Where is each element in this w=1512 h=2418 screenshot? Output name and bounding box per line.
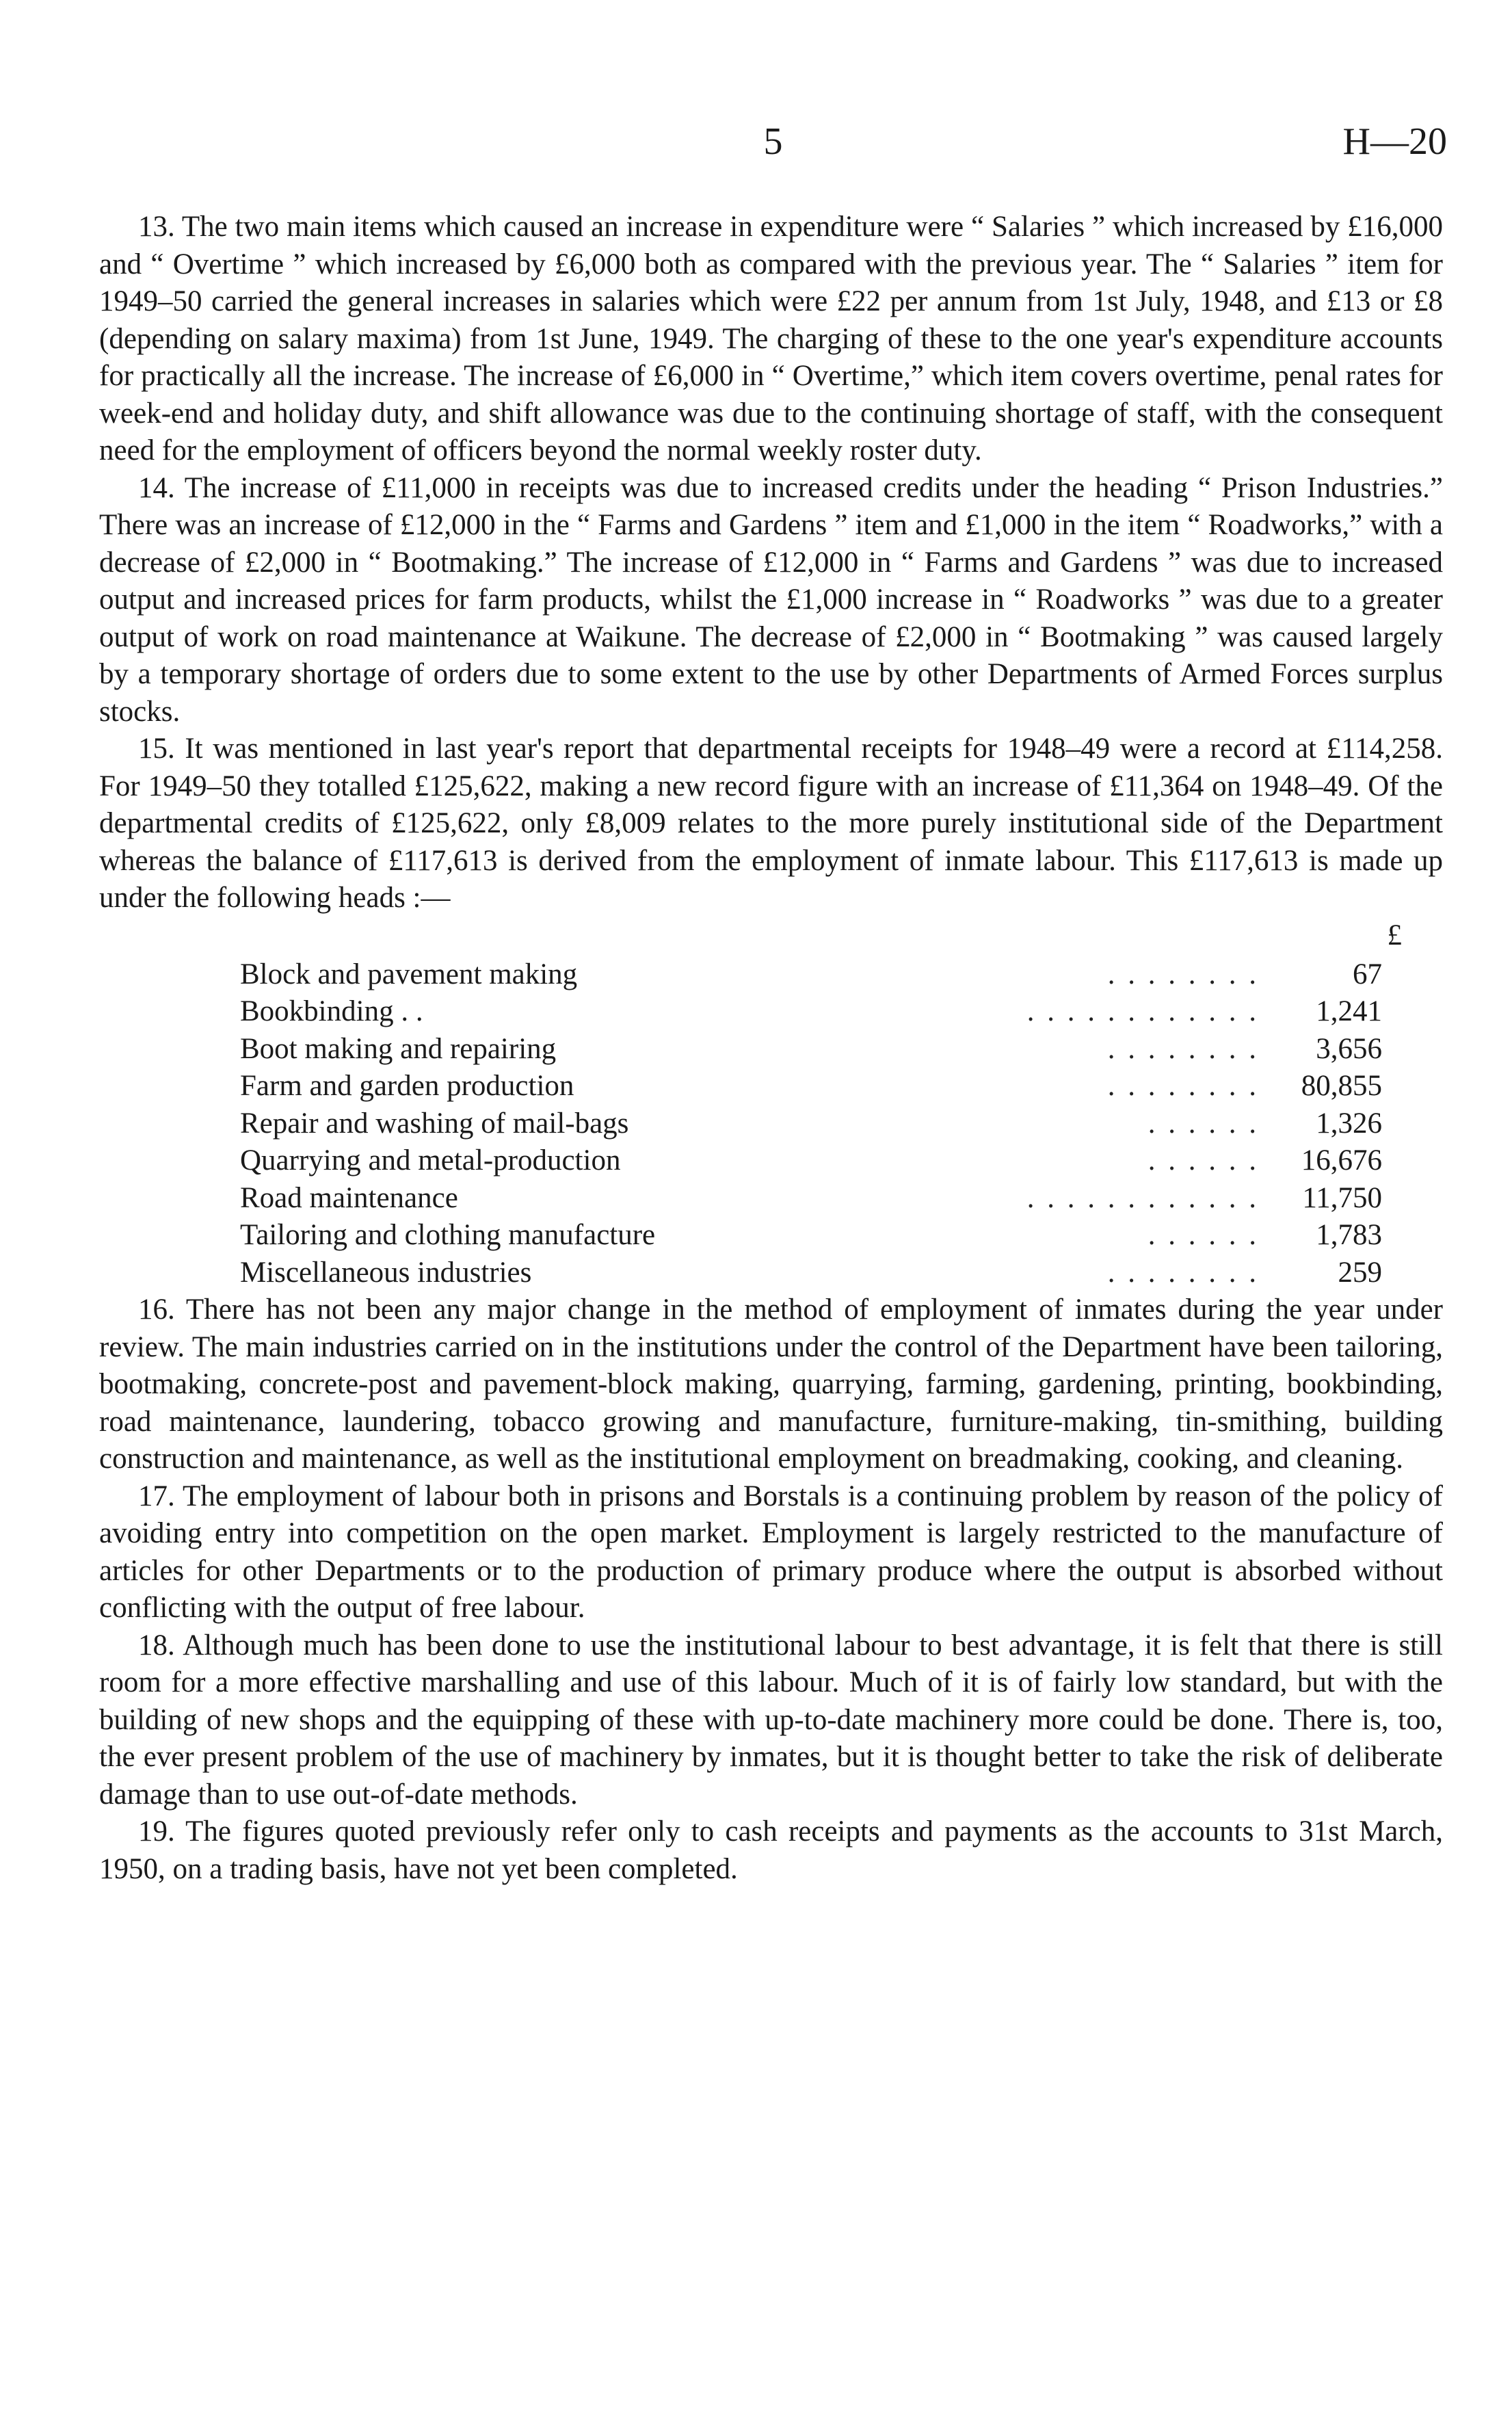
item-value: 259 bbox=[1338, 1256, 1382, 1289]
item-value: 1,241 bbox=[1316, 995, 1382, 1027]
paragraph-14: 14. The increase of £11,000 in receipts was due to increased credits under the heading “ Prison Industries.” There was an increase of £12,000 in the “ Farms and Gardens ” item and £1,000 in the item “ Roadworks,” with a decrease of £2,000 in “ Bootmaking.” The increase of £12,000 in “ Farms and Gardens ” was due to increased output and increased prices for farm products, whilst the £1,000 increase in “ Roadworks ” was due to a greater output of work on road maintenance at Waikune. The decrease of £2,000 in “ Bootmaking ” was caused largely by a temporary shortage of orders due to some extent to the use by other Departments of Armed Forces surplus stocks. bbox=[99, 471, 1443, 728]
item-label: Bookbinding . . bbox=[240, 995, 423, 1027]
paragraph-15: 15. It was mentioned in last year's report that departmental receipts for 1948–49 were a record at £114,258. For 1949–50 they totalled £125,622, making a new record figure with an increase of £11,364 on 1948–49. Of the departmental credits of £125,622, only £8,009 relates to the more purely institutional side of the Department whereas the balance of £117,613 is derived from the employment of inmate labour. This £117,613 is made up under the following heads :— bbox=[99, 733, 1443, 914]
document-code: H—20 bbox=[1342, 120, 1447, 163]
leader-dots: . . . . . . bbox=[1148, 1219, 1259, 1251]
item-label: Farm and garden production bbox=[240, 1070, 574, 1102]
body-text bbox=[99, 209, 1443, 1888]
leader-dots: . . . . . . . . bbox=[1107, 1070, 1259, 1102]
leader-dots: . . . . . . . . bbox=[1107, 1032, 1259, 1065]
item-value: 67 bbox=[1353, 958, 1382, 990]
table-row bbox=[240, 1254, 1382, 1292]
table-row bbox=[240, 956, 1382, 994]
table-row bbox=[240, 993, 1382, 1031]
item-value: 80,855 bbox=[1301, 1070, 1382, 1102]
item-label: Boot making and repairing bbox=[240, 1032, 557, 1065]
item-label: Quarrying and metal-production bbox=[240, 1144, 621, 1177]
item-label: Block and pavement making bbox=[240, 958, 578, 990]
leader-dots: . . . . . . . . . . . . bbox=[1026, 995, 1259, 1027]
table-header-row bbox=[99, 917, 1443, 956]
receipts-table bbox=[99, 917, 1443, 1292]
item-label: Road maintenance bbox=[240, 1181, 458, 1214]
leader-dots: . . . . . . . . bbox=[1107, 1256, 1259, 1289]
table-row bbox=[240, 1105, 1382, 1143]
item-value: 1,783 bbox=[1316, 1219, 1382, 1251]
table-row bbox=[240, 1180, 1382, 1218]
paragraph-17: 17. The employment of labour both in prisons and Borstals is a continuing problem by reason of the policy of avoiding entry into competition on the open market. Employment is largely restricted to the manufacture of articles for other Departments or to the production of primary produce where the output is absorbed without conflicting with the output of free labour. bbox=[99, 1480, 1443, 1624]
leader-dots: . . . . . . . . . . . . bbox=[1026, 1181, 1259, 1214]
item-label: Tailoring and clothing manufacture bbox=[240, 1219, 656, 1251]
page-header bbox=[99, 120, 1447, 168]
page-number: 5 bbox=[763, 120, 783, 163]
paragraph-19: 19. The figures quoted previously refer only to cash receipts and payments as the accounts to 31st March, 1950, on a trading basis, have not yet been completed. bbox=[99, 1815, 1443, 1885]
item-value: 3,656 bbox=[1316, 1032, 1382, 1065]
table-row bbox=[240, 1217, 1382, 1254]
currency-header: £ bbox=[1387, 919, 1402, 951]
leader-dots: . . . . . . bbox=[1148, 1107, 1259, 1140]
item-value: 1,326 bbox=[1316, 1107, 1382, 1140]
paragraph-18: 18. Although much has been done to use the institutional labour to best advantage, it is felt that there is still room for a more effective marshalling and use of this labour. Much of it is of fairly low standard, but with the building of new shops and the equipping of these with up-to-date machinery more could be done. There is, too, the ever present problem of the use of machinery by inmates, but it is thought better to take the risk of deliberate damage than to use out-of-date methods. bbox=[99, 1629, 1443, 1811]
table-row bbox=[240, 1031, 1382, 1068]
item-value: 11,750 bbox=[1302, 1181, 1382, 1214]
item-label: Repair and washing of mail-bags bbox=[240, 1107, 629, 1140]
table-row bbox=[240, 1142, 1382, 1180]
item-label: Miscellaneous industries bbox=[240, 1256, 532, 1289]
leader-dots: . . . . . . . . bbox=[1107, 958, 1259, 990]
paragraph-13: 13. The two main items which caused an increase in expenditure were “ Salaries ” which increased by £16,000 and “ Overtime ” which increased by £6,000 both as compared with the previous year. The “ Salaries ” item for 1949–50 carried the general increases in salaries which were £22 per annum from 1st July, 1948, and £13 or £8 (depending on salary maxima) from 1st June, 1949. The charging of these to the one year's expenditure accounts for practically all the increase. The increase of £6,000 in “ Overtime,” which item covers overtime, penal rates for week-end and holiday duty, and shift allowance was due to the continuing shortage of staff, with the consequent need for the employment of officers beyond the normal weekly roster duty. bbox=[99, 211, 1443, 466]
item-value: 16,676 bbox=[1301, 1144, 1382, 1177]
table-row bbox=[240, 1068, 1382, 1105]
paragraph-16: 16. There has not been any major change in the method of employment of inmates during the year under review. The main industries carried on in the institutions under the control of the Department have been tailoring, bootmaking, concrete-post and pavement-block making, quarrying, farming, gardening, printing, bookbinding, road maintenance, laundering, tobacco growing and manufacture, furniture-making, tin-smithing, building construction and maintenance, as well as the institutional employment on breadmaking, cooking, and cleaning. bbox=[99, 1293, 1443, 1475]
leader-dots: . . . . . . bbox=[1148, 1144, 1259, 1177]
